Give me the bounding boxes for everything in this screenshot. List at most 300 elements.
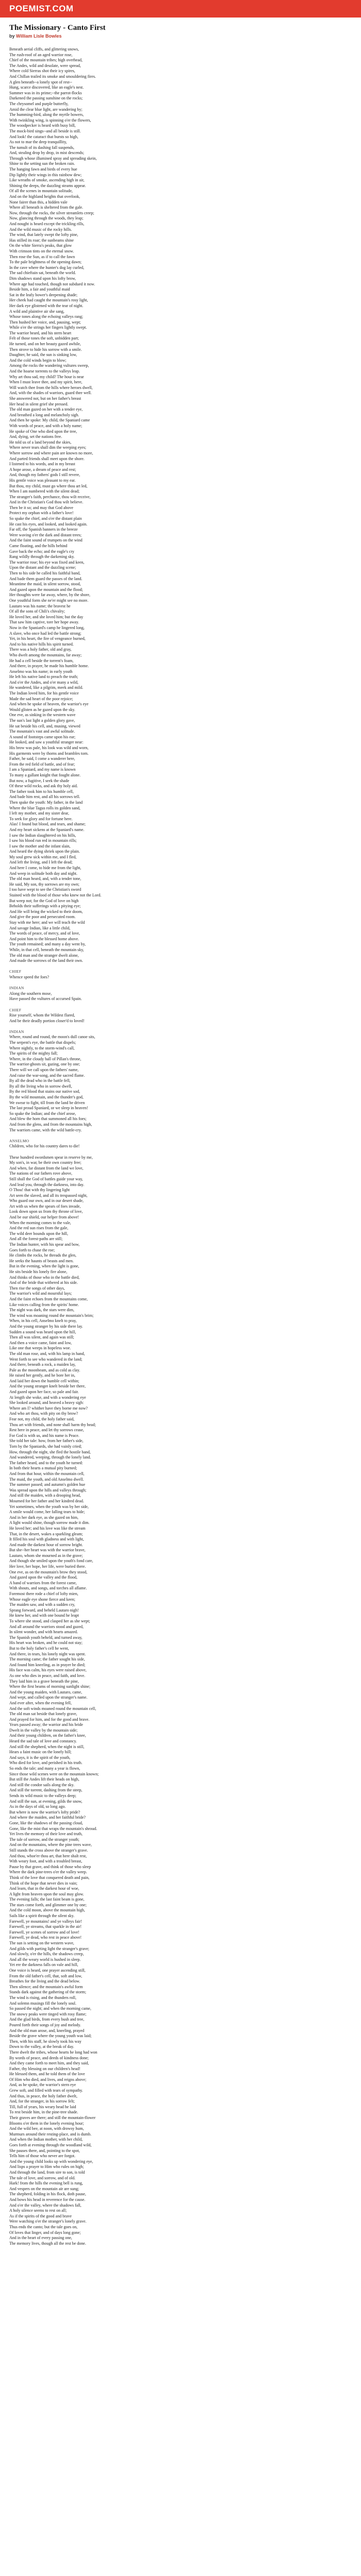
poem-line: Poured forth their songs of joy and melody. [9, 2022, 81, 2027]
poem-line: Still stands the cross above the stranger's grave. [9, 1848, 88, 1853]
poem-line: The tumult of its dashing fall suspends, [9, 145, 74, 150]
poem-line: Along the southern mose, [9, 991, 52, 996]
poem-line: Farewell, ye mountains! and ye valleys fair! [9, 1919, 83, 1924]
poem-line: The shepherd, folding in his flock, doth pause, [9, 2192, 86, 2197]
poem-line: But in the evening, when the light is gone, [9, 1264, 79, 1269]
poem-line: And, though my fathers' gods I still revere, [9, 472, 80, 478]
poem-line: With twinkling wing, is spinning o'er the flowers, [9, 117, 91, 123]
poem-line: And the glad birds, from every bush and tree, [9, 2017, 85, 2022]
speaker-label: INDIAN [9, 986, 24, 991]
poem-line: The sun's last light a golden glory gave, [9, 718, 75, 723]
poem-line: And from the glens, and from the mountains high, [9, 1122, 92, 1127]
poem-line: Farewell, ye scenes of sorrow and of love! [9, 1929, 79, 1935]
poem-line: By all the living who in sorrow dwell, [9, 1083, 72, 1089]
author-prefix: by [9, 33, 15, 39]
poem-line: Goes forth at evening through the woodland wild, [9, 2143, 92, 2147]
poem-line: A slave, who once had led the battle strong; [9, 631, 81, 636]
poem-line: Lautaro, whom she mourned as in the grave; [9, 1553, 83, 1558]
poem-line: Protect my orphan with a father's love! [9, 511, 74, 516]
poem-line: And gazed upon her face, so pale and fair. [9, 1389, 79, 1395]
poem-line: My soul grew sick within me, and I fled, [9, 854, 77, 859]
poem-line: And give the poor and persecuted room. [9, 914, 76, 920]
poem-line: He said, My son, thy sorrows are my own; [9, 882, 79, 887]
poem-line: The wind is rising, and the thunders roll, [9, 1995, 76, 2000]
poem-line: Upon the distant and the dazzling scene; [9, 565, 76, 570]
poem-line: Of Him who died, and lives, and reigns above; [9, 2077, 87, 2082]
poem-line: In silent wonder, and with hearts amazed. [9, 1630, 78, 1635]
poem-line: The evening falls; the last faint beam is gone, [9, 1897, 85, 1902]
poem-line: Hung, scarce discovered, like an eagle's nest. [9, 85, 84, 90]
site-logo[interactable]: POEMIST.COM [9, 4, 74, 13]
poem-line: So ends the tale; and many a year is flown, [9, 1766, 80, 1771]
speaker-label: CHIEF [9, 969, 22, 974]
poem-line: The stars come forth, and glimmer one by one; [9, 1902, 87, 1907]
speaker-label: ANSELMO [9, 1138, 29, 1143]
poem-line: A band of warriors from the forest came, [9, 1580, 77, 1585]
poem-line: He spoke of One who died upon the tree, [9, 429, 77, 434]
poem-line: Of all the sons of Chili's chivalry; [9, 609, 65, 614]
poem-line: And found him kneeling, as in prayer he died; [9, 1662, 86, 1667]
poem-line: Her head in silent grief she pressed. [9, 401, 69, 406]
poem-line: Father, thy blessing on our children's head! [9, 2066, 80, 2071]
poem-line: Their graves are there; and still the mountain-flower [9, 2115, 96, 2121]
poem-line: And bade him rest, and all his sorrows tell. [9, 794, 80, 800]
poem-line: But now, a fugitive, I seek the shade [9, 778, 70, 783]
poem-line: When I must leave thee, and my spirit, here, [9, 380, 83, 385]
poem-line: Have passed the vultures of accursed Spain. [9, 996, 82, 1002]
poem-line: Hark! from the hills the evening bell is rung, [9, 2181, 83, 2186]
poem-line: With crimson tints on the eternal snow. [9, 248, 74, 253]
poem-line: Where all beneath is sheltered from the gale. [9, 205, 84, 210]
poem-line: A holy silence seems to rest on all; [9, 2208, 67, 2213]
poem-line: Who guard our own, and in our desert shade, [9, 1198, 84, 1204]
poem-line: Stay with me here; and we will teach the wild [9, 920, 85, 925]
poem-line: And, dying, set the nations free. [9, 434, 62, 439]
poem-line: While o'er the strings her fingers lightly swept. [9, 325, 87, 330]
poem-line: I am a Spaniard, and my name is known [9, 767, 76, 772]
poem-line: The tale of love, and sorrow, and of old. [9, 2175, 76, 2180]
poem-line: And wept, and called upon the stranger's name. [9, 1695, 88, 1700]
poem-line: And the young stranger by his side there lay. [9, 1324, 83, 1329]
poem-container [0, 18, 361, 2246]
poem-line: Dip lightly their wings in this rainbow dew; [9, 172, 82, 177]
poem-line: Will watch thee from the hills where heroes dwell, [9, 385, 93, 390]
poem-line: And, for the stranger, in his sorrow felt; [9, 2099, 75, 2104]
poem-line: The warrior's wild and mournful lays; [9, 1291, 72, 1296]
poem-line: And Chillan trailed its smoke and smouldering fires. [9, 74, 96, 79]
poem-line: Torn by the Spaniards, she had vainly cried; [9, 1444, 82, 1449]
poem-line: I listened to his words, and in my breast [9, 462, 75, 467]
speaker-label: INDIAN [9, 1029, 24, 1034]
poem-line: The memory lives, though all the rest be done. [9, 2241, 86, 2246]
poem-line: And they came forth to meet him, and they said, [9, 2061, 89, 2066]
poem-line: Was spread upon the hills and valleys through; [9, 1487, 87, 1493]
poem-line: Were watching o'er the stranger's lonely grave. [9, 2219, 87, 2224]
poem-line: Beholds their sufferings with a pitying eye; [9, 904, 81, 909]
poem-line: And lead you, through the darkness, into day. [9, 1182, 85, 1187]
poem-line: The Spanish youth beheld, and turned away, [9, 1635, 83, 1640]
poem-line: And slowly, o'er the hills, the shadows creep, [9, 1952, 84, 1957]
poem-line: And from that hour, within the mountain cell, [9, 1471, 85, 1476]
poem-line: And o'er the Andes, and o'er many a wild, [9, 680, 78, 685]
poem-line: He looked, and saw a youthful stranger near: [9, 740, 84, 745]
poem-line: He had a cell beside the torrent's foam, [9, 658, 74, 663]
poem-line: A glen beneath--a lonely spot of rest-- [9, 79, 72, 84]
poem-line: A hope arose, a dream of peace and rest; [9, 467, 76, 472]
poem-line: But weep not; for the God of love on high [9, 898, 79, 903]
poem-line: There dwelt the tribes, whose hearts he long had won [9, 2049, 97, 2055]
poem-line: Like one that weeps in hopeless woe. [9, 1346, 71, 1351]
poem-line: Anselmo was his name; in early youth [9, 669, 73, 674]
poem-line: Father, he said, I come a wanderer here, [9, 756, 75, 761]
poem-line: And on the highland heights that overlook, [9, 194, 80, 199]
poem-line: Then silence; and the mountain's awful form [9, 1984, 83, 1989]
poem-line: Were waving o'er the dark and distant trees; [9, 532, 82, 537]
poem-line: The sad chieftain sat, beneath the world. [9, 270, 76, 276]
poem-line: Has stilled its roar; the sunbeams shine [9, 238, 74, 243]
poem-line: Summer was in its prime;--the parrot-flocks [9, 90, 82, 95]
poem-line: The warrior rose; his eye was fixed and keen, [9, 560, 85, 565]
poem-line: He turned, and on her beauty gazed awhile, [9, 342, 81, 347]
poem-line: And the wild bee, at noon, with drowsy hum, [9, 2126, 84, 2131]
poem-line: And the young stranger knelt beside her there, [9, 1384, 86, 1389]
stanza-break [9, 1002, 352, 1008]
poem-line: One eve, as sinking in the western wave [9, 713, 76, 718]
poem-line: Gone, like the mist that wraps the mountain's shroud. [9, 1826, 97, 1831]
poem-line: And still the sun, at evening, gilds the snow, [9, 1799, 83, 1804]
poem-line: None fairer than this, a hidden vale [9, 199, 68, 205]
poem-line: And says, it is the spirit of the youth, [9, 1755, 71, 1760]
poem-line: The warriors came, with the wild battle-cry. [9, 1127, 82, 1132]
poem-line: And their young children, on the father's knee, [9, 1733, 86, 1738]
poem-line: And who art thou, with pity on thy brow? [9, 1411, 78, 1416]
poem-line: The old man heard, and, with a tender tone, [9, 876, 81, 882]
poem-line: Made the sad heart of the poor rejoice; [9, 696, 73, 701]
poem-line: One voice is heard, one prayer ascending still, [9, 1968, 86, 1973]
poem-line: And here I come, to hide me from the light, [9, 866, 81, 871]
poem-line: His face was calm, his eyes were raised above, [9, 1668, 87, 1673]
poem-line: The last proud Spaniard, or we sleep in heaven! [9, 1106, 88, 1111]
poem-line: And though she smiled upon the youth's fond care, [9, 1558, 93, 1564]
poem-line: Yet ere the darkness falls on vale and hill, [9, 1962, 78, 1968]
poem-line: And wandered, weeping, through the lonely land. [9, 1455, 91, 1460]
poem-line: Heard the sad tale of love and constancy. [9, 1739, 77, 1744]
poem-line: Rang wildly through the darkening sky. [9, 554, 75, 560]
poem-line: And point him to the blessed home above. [9, 936, 79, 941]
speaker-label: CHIEF [9, 1007, 22, 1012]
poem-line: The humming-bird, along the myrtle bowers, [9, 112, 84, 117]
poem-line: And weep in solitude both day and night. [9, 871, 77, 876]
poem-line: Since those wild scenes were on the mountain known; [9, 1771, 99, 1776]
poem-line: She looked around, and heaved a heavy sigh: [9, 1400, 84, 1405]
poem-line: And solemn musings fill the lonely soul. [9, 2001, 76, 2006]
poem-line: Now, glancing through the woods, they leap; [9, 216, 84, 221]
poem-line: By all the dead who in the battle fell, [9, 1078, 71, 1083]
poem-line: Stained with the blood of those who knew not the Lord. [9, 893, 102, 898]
poem-line: And He will bring the wicked to their doom, [9, 909, 83, 914]
poem-line: Of these wild rocks, and ask thy holy aid. [9, 784, 78, 789]
poem-line: The nations of our fathers rove above, [9, 1171, 72, 1176]
poem-line: Then to his side he called his faithful band, [9, 571, 80, 575]
poem-line: Then spake the youth: My father, in the land [9, 800, 83, 805]
poem-line: Then rise the songs of other days, [9, 1285, 65, 1291]
poem-line: And of the bride that withered at his side. [9, 1280, 78, 1285]
poem-line: The mountain's vast and awful solitude. [9, 729, 75, 734]
poem-line: There was a holy father, old and gray, [9, 647, 72, 652]
poem-line: She told her tale: how, from her father's side, [9, 1438, 84, 1444]
poem-line: Mourned for her father and her kindred dead. [9, 1498, 84, 1503]
poem-line: And still the maiden, with a drooping head, [9, 1493, 81, 1498]
poem-line: And gilds with parting light the stranger's grave; [9, 1946, 89, 1951]
poem-line: She pauses there, and, pointing to the spot, [9, 2148, 80, 2153]
poem-line: And there, in tears, his lonely night was spent. [9, 1651, 86, 1656]
poem-line: On the white Sierra's peaks, that glow [9, 243, 72, 248]
poem-line: He raised her gently, and he bore her in, [9, 1373, 75, 1378]
poem-line: And learn, that in the darkest hour of woe, [9, 1886, 79, 1891]
stanza-break [9, 1024, 352, 1029]
poem-line: That saw him captive, tore her hope away. [9, 620, 79, 625]
poem-line: Sprang forward, and beheld Lautaro nigh! [9, 1607, 79, 1613]
poem-line: Then rose the Sun, as if to call the fawn [9, 254, 75, 259]
stanza-break [9, 1133, 352, 1139]
poem-line: And when, far distant from the land we love, [9, 1165, 84, 1171]
poem-line: He sits beside his lonely fire alone, [9, 1269, 68, 1274]
poem-line: And then he spoke: My child, the Spaniard came [9, 418, 90, 423]
poem-line: Breathes for the living and the dead below. [9, 1979, 80, 1984]
poem-line: And gazed upon the valley and the flood, [9, 1575, 77, 1580]
poem-line: And where the maiden, and her faithful bride? [9, 1815, 86, 1820]
poem-line: He seeks the haunts of beasts and men. [9, 1258, 74, 1263]
poem-line: Through whose illumined spray and spreading skein, [9, 156, 97, 161]
poem-line: The snowy peaks were tinged with rosy flame; [9, 2011, 87, 2016]
poem-line: The old man sat beside that lonely grave, [9, 1711, 77, 1717]
poem-line: Murmurs around their resting-place, and is dumb. [9, 2131, 92, 2137]
poem-line: Farewell, ye streams, that sparkle in the air! [9, 1924, 82, 1929]
poem-line: The warrior heard, and his stern heart [9, 330, 72, 335]
poem-line: And ever after, when the evening fell, [9, 1700, 72, 1705]
poem-line: Daughter, he said, the sun is sinking low, [9, 352, 77, 358]
poem-line: But thou, my child, must go where thou art led, [9, 483, 88, 488]
poem-line: Among the rocks the wandering vultures sweep, [9, 363, 89, 368]
poem-line: Pale as the moonbeam, and as cold as clay. [9, 1367, 80, 1372]
poem-line: Where the blue Tagus rolls its golden sand, [9, 805, 80, 810]
poem-line: And bows his head in reverence for the cause. [9, 2197, 86, 2202]
poem-line: And thus, in peace, the holy father dwelt, [9, 2093, 77, 2098]
poem-line: And my heart sickens at the Spaniard's name. [9, 827, 85, 832]
poem-line: Her dark eye glistened with the tear of night. [9, 303, 84, 308]
poem-line: Chief of the mountain tribes; high overhead, [9, 58, 83, 63]
poem-line: And lisps a prayer to Him who rules on high; [9, 2164, 84, 2170]
poem-line: The youth remained; and many a day went by, [9, 942, 86, 947]
stanza-break [9, 980, 352, 986]
poem-line: Now in the Spaniard's camp he lingered long, [9, 625, 85, 630]
poem-line: He wandered, like a pilgrim, meek and mild. [9, 685, 84, 690]
poem-line: I too have wept to see the Christian's sword [9, 887, 81, 892]
poem-line: Shining the deeps, the dazzling steams appear. [9, 183, 86, 188]
poem-line: One eve, as on the mountain's brow they stood, [9, 1569, 88, 1574]
poem-line: Then, with his staff, he slowly took his way [9, 2039, 81, 2044]
poem-line: Where the first beams of morning sunlight shine; [9, 1684, 91, 1689]
poem-line: And the young child looks up with wondering eye, [9, 2159, 93, 2164]
poem-line: Shine to the setting sun the broken rain. [9, 161, 75, 166]
poem-line: Tells him of those who never are forgot. [9, 2154, 76, 2159]
poem-line: A smile would come, her falling tears to hide; [9, 1510, 85, 1515]
poem-line: From the old father's cell, that, soft and low, [9, 1973, 83, 1978]
poem-line: And the faint echoes from the mountains come, [9, 1296, 88, 1301]
poem-line: Her cheek had caught the mountain's rosy light, [9, 298, 88, 303]
poem-line: Art seen the slaved, and all its trespassed night, [9, 1193, 88, 1198]
poem-line: And nought is heard except the trickling rills, [9, 222, 85, 226]
poem-line: And, with the shades of warriors, guard thee well. [9, 391, 92, 396]
poem-line: Where am I? whither have they borne me now? [9, 1405, 88, 1411]
poem-line: He loved her; and his love was like the stream [9, 1526, 86, 1531]
poem-line: In the cave where the hunter's dog lay curled, [9, 265, 85, 270]
stanza-break [9, 964, 352, 970]
poem-line: The serpent's eye, the battle that dispels; [9, 1040, 76, 1045]
poem-line: I left my mother, and my sister dear, [9, 811, 69, 816]
poem-line: He cast his eyes, and looked, and looked again. [9, 521, 88, 527]
poem-line: And made the sorrows of the land their own. [9, 958, 83, 963]
poem-line: And all the forest-paths are still; [9, 1236, 63, 1242]
poem-line: When, in his cell, Anselmo knelt to pray, [9, 1318, 77, 1324]
poem-line: Would glisten as he gazed upon the sky. [9, 707, 75, 712]
poem-line: And the faint sound of trumpets on the wind [9, 538, 83, 543]
poem-line: For God is with us, and his name is Peace. [9, 1433, 79, 1438]
poem-line: So spake the chief, and o'er the distant plain [9, 516, 82, 521]
poem-line: Look down upon us from thy throne of love, [9, 1209, 83, 1214]
poem-line: And thinks of those who in the battle died, [9, 1275, 80, 1280]
poem-line: The tale of sorrow, and the stranger youth; [9, 1837, 79, 1842]
poem-line: And heard the dying shriek upon the plain. [9, 849, 80, 854]
author-link[interactable]: William Lisle Bowles [16, 33, 62, 39]
poem-line: A wild and plaintive air she sang, [9, 309, 64, 314]
poem-line: And all the weary world is hushed in sleep. [9, 1957, 81, 1962]
poem-line: The night was dark, the stars were dim, [9, 1308, 74, 1313]
poem-line: From the red field of battle, and of fear; [9, 761, 75, 767]
poem-line: And laid her down the humble cell within; [9, 1378, 79, 1383]
poem-line: And the cold moon, above the mountain high, [9, 1908, 85, 1913]
poem-line: Far off, the Spanish banners in the breeze [9, 527, 78, 532]
poem-line: As if the spirits of the good and brave [9, 2213, 72, 2218]
poem-line: And, stealing drop by drop, in mist descends; [9, 150, 85, 156]
poem-line: Sails like a spirit through the silent sky. [9, 1913, 75, 1919]
poem-line: Fear not, my child, the holy father said, [9, 1417, 75, 1422]
poem-line: To where she stood, and clasped her as she wept; [9, 1619, 90, 1623]
poem-line: He blessed them, and he told them of the love [9, 2072, 85, 2077]
poem-line: He climbs the rocks, he threads the glen, [9, 1253, 76, 1258]
poem-line: My son's, in war, be their own country free; [9, 1160, 81, 1165]
poem-line: When I am numbered with the silent dead; [9, 489, 80, 494]
poem-line: With shouts, and songs, and torches all aflame. [9, 1586, 87, 1591]
poem-line: And be their deadly portion closer'd to loved! [9, 1018, 85, 1023]
poem-line: And gazed upon the mountain and the flood; [9, 587, 83, 592]
poem-line: The morning came; the father sought his side, [9, 1657, 85, 1662]
poem-line: Whose tones along the echoing valleys rang; [9, 314, 84, 319]
poem-line: Till, full of years, his weary head he laid [9, 2104, 76, 2109]
poem-line: Gone, like the shadows of the passing cloud, [9, 1820, 83, 1825]
poem-line: Gave back the echo; and the eagle's cry [9, 549, 75, 554]
poem-line: The Andes, wild and desolate, were spread, [9, 63, 81, 68]
poem-line: There will we call upon the fathers' name, [9, 1067, 79, 1073]
poem-line: Still shall the God of battles guide your way, [9, 1176, 83, 1181]
poem-line: These hundred swordsmen spear in reserve by me, [9, 1155, 93, 1160]
poem-line: The words of peace, of mercy, and of love, [9, 931, 80, 936]
poem-byline [9, 33, 352, 39]
poem-line: Darkened the passing sunshine on the rocks; [9, 96, 83, 101]
poem-line: A light from heaven upon the soul may glow. [9, 1891, 84, 1896]
poem-line: By the wild mountain, and the thunder's god, [9, 1095, 84, 1099]
poem-line: I saw the Indian slaughtered on his hills, [9, 833, 76, 838]
poem-line: And prayed for him, and for the good and brave. [9, 1717, 90, 1722]
poem-line: Where sorrow and where pain are known no more, [9, 450, 93, 455]
poem-line: The wild deer bounds upon the hill, [9, 1231, 68, 1236]
poem-title: The Missionary - Canto First [9, 24, 106, 32]
poem-line: Thou art with friends, and none shall harm thy head; [9, 1422, 96, 1427]
poem-line: Think of the hope that never dies in vain; [9, 1880, 77, 1886]
poem-line: How, through the night, she fled the hostile band, [9, 1449, 91, 1454]
poem-line: And blew the horn that summoned all his foes; [9, 1116, 87, 1122]
poem-line: And on the mountains, where the pine trees wave, [9, 1842, 92, 1848]
poem-line: Lautaro was his name; the bravest he [9, 603, 71, 608]
poem-line: As not to mar the deep tranquillity, [9, 140, 67, 145]
poem-line: But where is now the warrior's lofty pride? [9, 1809, 80, 1815]
poem-line: So passed the night; and when the morning came, [9, 2006, 91, 2011]
poem-line: And the young maiden, with Lautaro, came, [9, 1689, 83, 1694]
poem-line: Then be it so; and may that God above [9, 505, 73, 510]
poem-line: Sends its wild music to the valleys deep; [9, 1793, 76, 1798]
poem-line: And look! the cataract that bursts so high, [9, 134, 78, 139]
poem-line: The rush-roof of an aged warrior rose, [9, 52, 73, 57]
poem-line: Think of the love that conquered death and pain, [9, 1875, 90, 1880]
poem-line: To seek for glory and for fortune here. [9, 816, 73, 821]
poem-line: And made the darkest hour of sorrow bright. [9, 1542, 83, 1547]
poem-line: Amid the clear blue light, are wandering by; [9, 107, 83, 112]
poem-line: Art with us when the spears of foes invade, [9, 1204, 81, 1209]
poem-line: But still the Andes lift their heads on high, [9, 1777, 79, 1782]
poem-line: A light would shine, though sorrow made it dim. [9, 1520, 90, 1526]
poem-line: Thus ends the canto; but the tale goes on, [9, 2224, 78, 2229]
poem-line: And o'er the valley, where the shadows fall, [9, 2202, 81, 2208]
poem-line: The woodpecker is heard with busy bill, [9, 123, 76, 128]
poem-line: And to his native hills his spirit turned. [9, 641, 74, 647]
poem-line: Went forth to see who wandered in the land; [9, 1357, 83, 1362]
poem-line: I saw his blood run red in mountain rills; [9, 838, 77, 843]
poem-line: The summer passed; and autumn's golden hue [9, 1482, 86, 1487]
poem-line: Came floating, and the hills behind [9, 544, 68, 549]
stanza-break [9, 1149, 352, 1155]
poem-line: The sun is setting on the western wave, [9, 1941, 74, 1946]
poem-line: And bade them guard the passes of the land. [9, 576, 83, 581]
poem-line: And thou, whoe'er thou art, that here shalt rest, [9, 1853, 87, 1858]
poem-line: The old man and the stranger dwelt alone, [9, 953, 79, 958]
poem-line: And all around the warriors stood and gazed, [9, 1624, 84, 1629]
poem-line: Who dwelt among the mountains, far away; [9, 652, 82, 657]
poem-line: Felt of those tones the soft, unbidden part; [9, 336, 79, 341]
poem-line: The old man rose, and, with his lamp in hand, [9, 1351, 85, 1356]
poem-line: By the red blood that stains our native sod, [9, 1089, 80, 1094]
poem-line: Alas! I found but blood, and tears, and shame; [9, 822, 86, 827]
poem-line: She answered not, but on her father's breast [9, 396, 81, 401]
poem-line: Whence speed the foes? [9, 974, 50, 979]
poem-line: The father took him to his humble cell, [9, 789, 74, 794]
poem-line: And there, beneath a rock, a maiden lay, [9, 1362, 76, 1367]
poem-line: Then strove to hide his sorrow with a smile. [9, 347, 82, 352]
poem-line: That, in the desert, wakes a sparkling gleam; [9, 1531, 83, 1536]
poem-line: The old man gazed on her with a tender eye, [9, 407, 83, 412]
poem-line: Then hushed her voice, and, pausing, wept; [9, 319, 81, 325]
poem-line: O Thou! that with thy lingering light [9, 1188, 70, 1193]
poem-line: We swear to fight, till from the land be driven [9, 1100, 85, 1105]
